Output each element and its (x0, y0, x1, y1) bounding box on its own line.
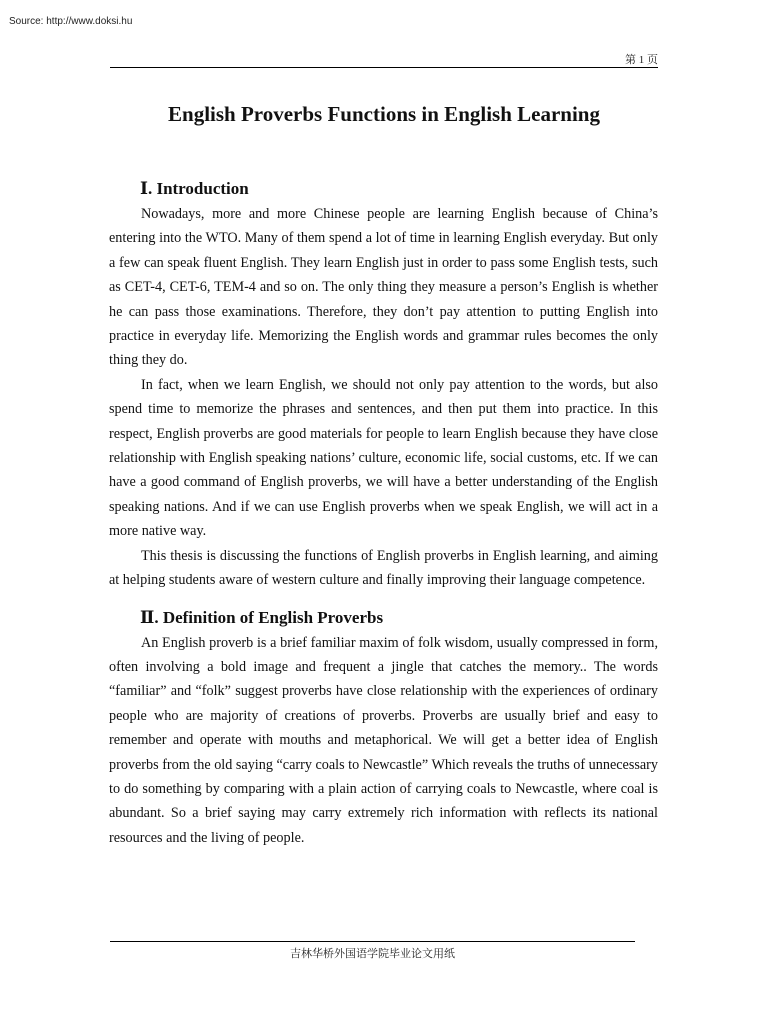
header-rule (110, 67, 658, 68)
document-body (109, 176, 658, 850)
source-label: Source: http://www.doksi.hu (9, 16, 133, 27)
section-heading-introduction: Ⅰ. Introduction (140, 179, 249, 198)
footer-rule (110, 941, 635, 942)
paragraph: In fact, when we learn English, we should not only pay attention to the words, but also spend time to memorize the phrases and sentences, and then put them into practice. In this respect, English proverbs are good materials for people to learn English because they have close relationship with English speaking nations’ culture, economic life, social customs, etc. If we can have a good command of English proverbs, we will have a better understanding of the English speaking nations. And if we can use English proverbs when we speak English, we will act in a more native way. (109, 376, 658, 540)
paragraph: An English proverb is a brief familiar maxim of folk wisdom, usually compressed in form, often involving a bold image and frequent a jingle that catches the memory.. The words “familiar” and “folk” suggest proverbs have close relationship with the experiences of ordinary people who are majority of creations of proverbs. Proverbs are usually brief and easy to remember and operate with mouths and metaphorical. We will get a better idea of English proverbs from the old saying “carry coals to Newcastle” Which reveals the truths of unnecessary to do something by comparing with a plain action of carrying coals to Newcastle, where coal is abundant. So a brief saying may carry extremely rich information with reflects its national resources and the living of people. (109, 634, 658, 846)
page-number: 第 1 页 (625, 54, 658, 66)
section-heading-definition: Ⅱ. Definition of English Proverbs (140, 607, 384, 627)
paragraph: Nowadays, more and more Chinese people are learning English because of China’s entering into the WTO. Many of them spend a lot of time in learning English everyday. But only a few can speak fluent English. They learn English just in order to pass some English tests, such as CET-4, CET-6, TEM-4 and so on. The only thing they measure a person’s English is whether he can pass those examinations. Therefore, they don’t pay attention to putting English into practice in everyday life. Memorizing the English words and grammar rules becomes the only thing they do. (109, 206, 658, 369)
document-title: English Proverbs Functions in English Learning (168, 102, 600, 126)
footer-label: 吉林华桥外国语学院毕业论文用纸 (290, 948, 455, 960)
paragraph: This thesis is discussing the functions of English proverbs in English learning, and aiming at helping students aware of western culture and finally improving their language competence. (109, 547, 658, 589)
